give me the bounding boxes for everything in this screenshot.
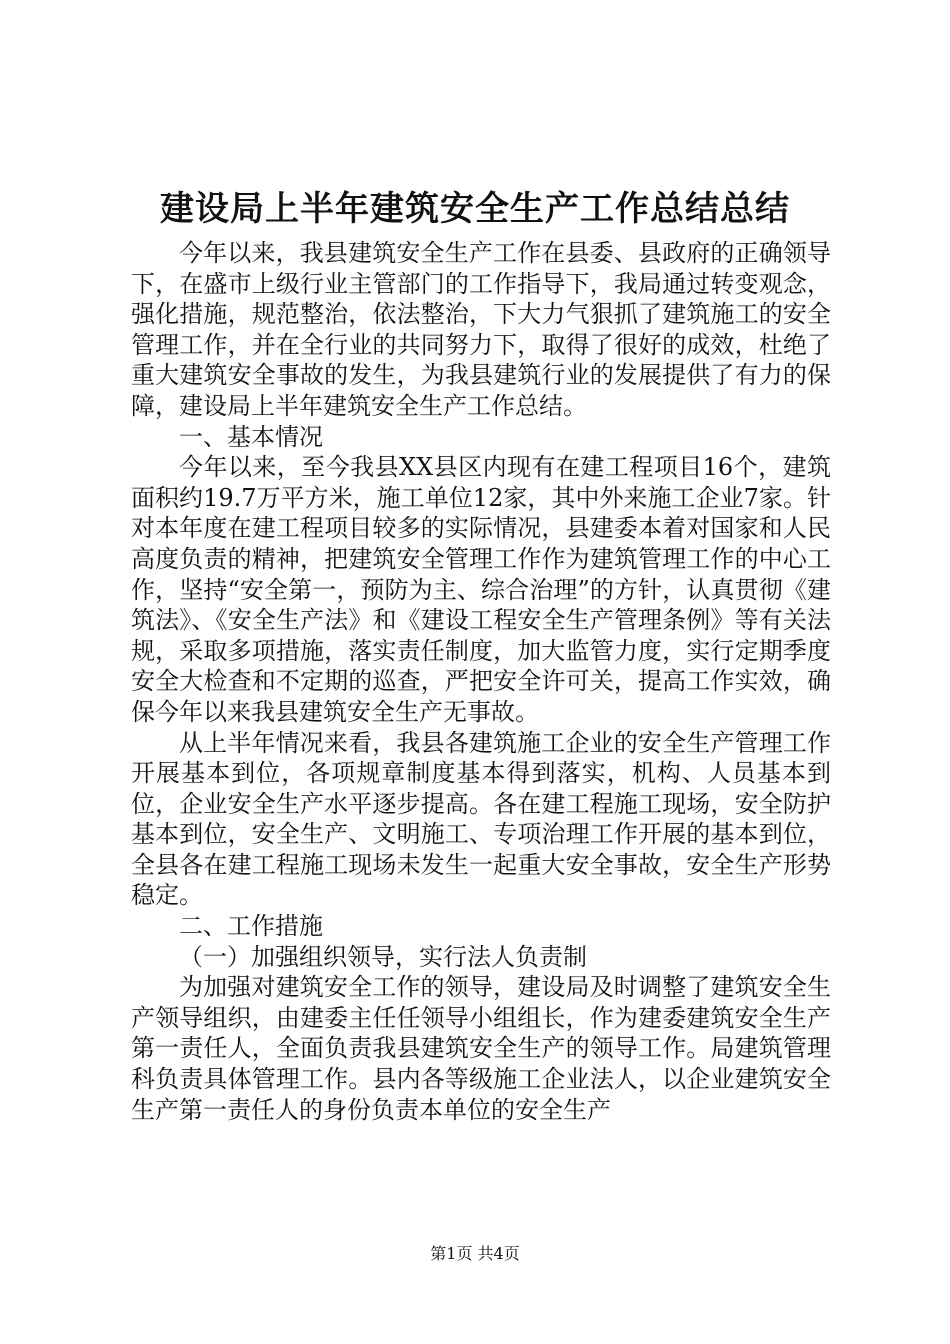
basic-situation-paragraph: 今年以来，至今我县XX县区内现有在建工程项目16个，建筑面积约19.7万平方米，施工单位12家，其中外来施工企业7家。针对本年度在建工程项目较多的实际情况，县建委本着对国家和人民高度负责的精神，把建筑安全管理工作作为建筑管理工作的中心工作，坚持“安全第一，预防为主、综合治理”的方针，认真贯彻《建筑法》、《安全生产法》和《建设工程安全生产管理条例》等有关法规，采取多项措施，落实责任制度，加大监管力度，实行定期季度安全大检查和不定期的巡查，严把安全许可关，提高工作实效，确保今年以来我县建筑安全生产无事故。 xyxy=(131,453,831,726)
intro-paragraph: 今年以来，我县建筑安全生产工作在县委、县政府的正确领导下，在盛市上级行业主管部门的工作指导下，我局通过转变观念，强化措施，规范整治，依法整治，下大力气狠抓了建筑施工的安全管理工作，并在全行业的共同努力下，取得了很好的成效，杜绝了重大建筑安全事故的发生，为我县建筑行业的发展提供了有力的保障，建设局上半年建筑安全生产工作总结。 xyxy=(131,239,831,420)
organization-paragraph: 为加强对建筑安全工作的领导，建设局及时调整了建筑安全生产领导组织，由建委主任任领导小组组长，作为建委建筑安全生产第一责任人，全面负责我县建筑安全生产的领导工作。局建筑管理科负责具体管理工作。县内各等级施工企业法人，以企业建筑安全生产第一责任人的身份负责本单位的安全生产 xyxy=(131,973,831,1124)
page-number-footer: 第1页 共4页 xyxy=(430,1244,520,1263)
subsection-heading-organization: （一）加强组织领导，实行法人负责制 xyxy=(179,942,587,971)
document-title: 建设局上半年建筑安全生产工作总结总结 xyxy=(160,189,790,229)
first-half-situation-paragraph: 从上半年情况来看，我县各建筑施工企业的安全生产管理工作开展基本到位，各项规章制度基本得到落实，机构、人员基本到位，企业安全生产水平逐步提高。各在建工程施工现场，安全防护基本到位，安全生产、文明施工、专项治理工作开展的基本到位，全县各在建工程施工现场未发生一起重大安全事故，安全生产形势稳定。 xyxy=(131,728,831,910)
section-heading-basic-situation: 一、基本情况 xyxy=(179,422,323,451)
document-body xyxy=(131,238,831,1125)
section-heading-work-measures: 二、工作措施 xyxy=(179,912,323,941)
